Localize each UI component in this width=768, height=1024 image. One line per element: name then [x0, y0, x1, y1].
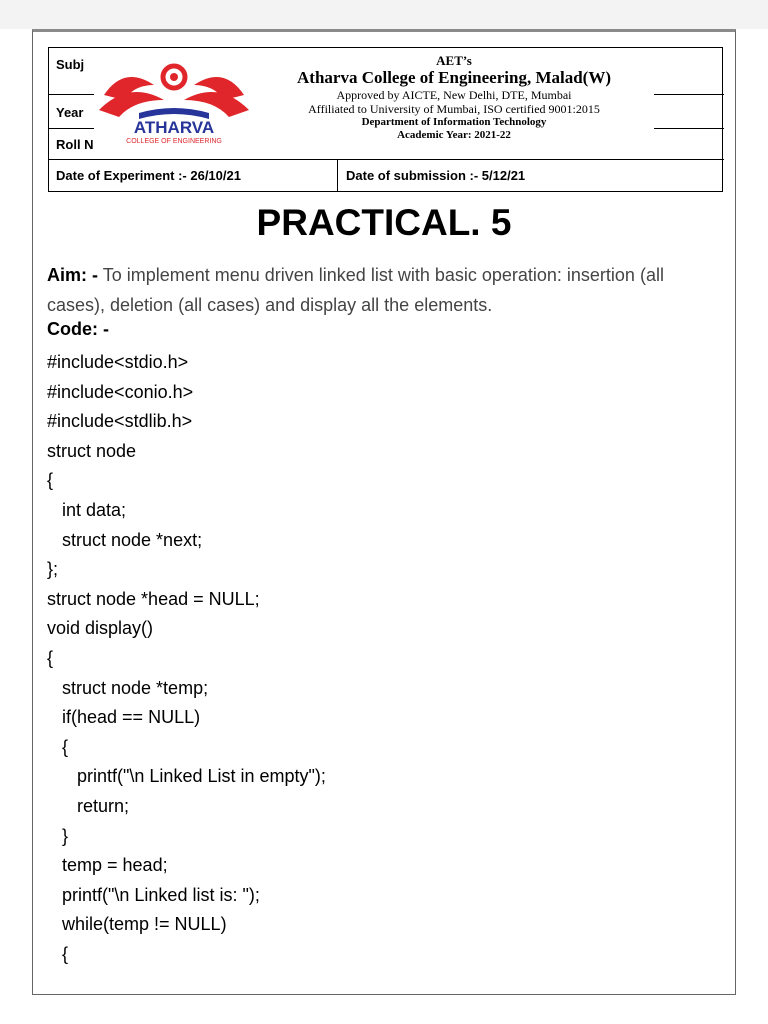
practical-title: PRACTICAL. 5: [256, 202, 512, 243]
department-line: Department of Information Technology: [361, 116, 547, 128]
code-line: }: [47, 825, 69, 846]
svg-text:ATHARVA: ATHARVA: [133, 118, 215, 137]
code-line: temp = head;: [47, 855, 168, 876]
code-line: {: [47, 943, 69, 964]
code-line: {: [47, 736, 69, 757]
code-line: };: [47, 559, 59, 580]
approval-line: Approved by AICTE, New Delhi, DTE, Mumbai: [336, 88, 572, 102]
date-of-experiment: Date of Experiment :- 26/10/21: [56, 168, 241, 183]
svg-text:COLLEGE OF ENGINEERING: COLLEGE OF ENGINEERING: [126, 138, 222, 145]
code-line: struct node *next;: [47, 529, 203, 550]
dates-row: [49, 160, 722, 192]
code-line: printf("\n Linked List in empty");: [47, 766, 326, 787]
date-of-submission: Date of submission :- 5/12/21: [346, 168, 526, 183]
code-line: return;: [47, 795, 130, 816]
code-line: while(temp != NULL): [47, 914, 227, 935]
year-label: Year: [56, 105, 84, 120]
dates-divider: [337, 160, 338, 192]
aim-text: To implement menu driven linked list with basic operation: insertion (all cases), deletion (all cases) and display all the elements.: [47, 265, 664, 315]
college-name: Atharva College of Engineering, Malad(W): [297, 68, 611, 87]
code-line: struct node *temp;: [47, 677, 209, 698]
affiliation-line: Affiliated to University of Mumbai, ISO certified 9001:2015: [308, 102, 600, 116]
aim-paragraph: [47, 260, 717, 320]
code-line: printf("\n Linked list is: ");: [47, 884, 260, 905]
college-header: [48, 47, 723, 192]
document-page: [32, 29, 736, 995]
code-label: Code: -: [47, 319, 109, 339]
logo-graphic: [94, 55, 254, 145]
code-line: int data;: [47, 499, 127, 520]
code-line: #include<stdio.h>: [47, 352, 189, 372]
aim-label: Aim: -: [47, 265, 98, 285]
code-line: void display(): [47, 618, 154, 639]
code-line: #include<conio.h>: [47, 381, 194, 402]
viewer-top-bar: [0, 0, 768, 29]
code-line: {: [47, 470, 54, 491]
code-block: [47, 348, 326, 969]
academic-year: Academic Year: 2021-22: [397, 129, 511, 141]
aets-label: AET’s: [436, 53, 472, 68]
code-line: struct node: [47, 440, 137, 461]
code-line: {: [47, 647, 54, 668]
code-line: struct node *head = NULL;: [47, 588, 260, 609]
roll-label: Roll N: [56, 137, 94, 152]
subject-label: Subj: [56, 57, 85, 72]
code-line: if(head == NULL): [47, 707, 201, 728]
code-line: #include<stdlib.h>: [47, 411, 193, 432]
institution-block: [254, 53, 654, 142]
college-logo: [94, 55, 254, 145]
